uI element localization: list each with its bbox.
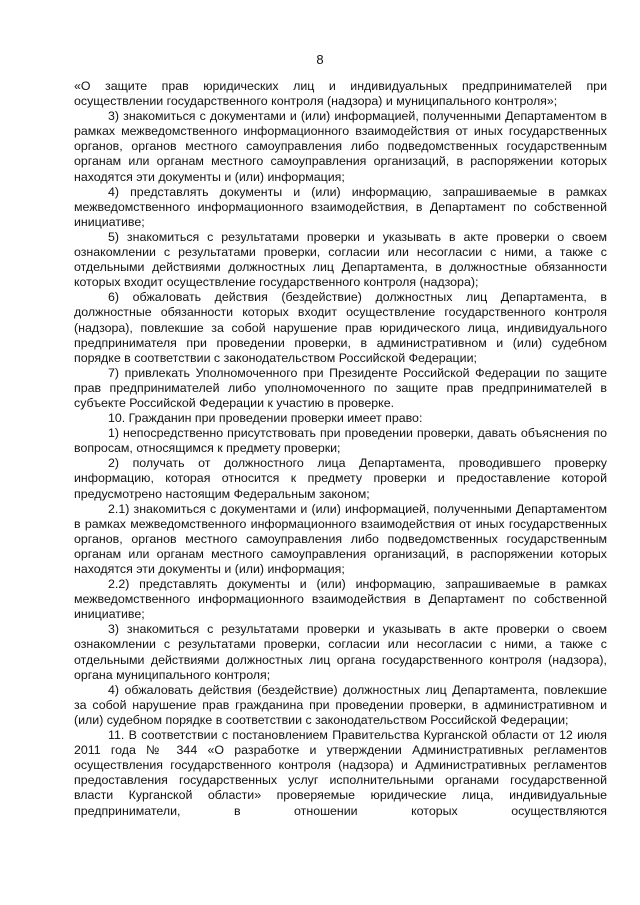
paragraph-continuation: «О защите прав юридических лиц и индивидуальных предпринимателей при осуществлении государственного контроля (надзора) и муниципального контроля»; bbox=[74, 79, 607, 109]
paragraph-item-7: 7) привлекать Уполномоченного при Президенте Российской Федерации по защите прав предпринимателей либо уполномоченного по защите прав предпринимателей в субъекте Российской Федерации к участию в проверке. bbox=[74, 365, 607, 410]
paragraph-citizen-2-1: 2.1) знакомиться с документами и (или) информацией, полученными Департаментом в рамках межведомственного информационного взаимодействия от иных государственных органов, органов местного самоуправления либо подведомственных государственным органам или органам местного самоуправления организаций, в распоряжении которых находятся эти документы и (или) информация; bbox=[74, 501, 607, 576]
paragraph-item-4: 4) представлять документы и (или) информацию, запрашиваемые в рамках межведомственного информационного взаимодействия, в Департамент по собственной инициативе; bbox=[74, 184, 607, 229]
paragraph-citizen-1: 1) непосредственно присутствовать при проведении проверки, давать объяснения по вопросам, относящимся к предмету проверки; bbox=[74, 426, 607, 456]
document-body bbox=[74, 79, 607, 819]
paragraph-citizen-2: 2) получать от должностного лица Департамента, проводившего проверку информацию, которая относится к предмету проверки и предоставление которой предусмотрено настоящим Федеральным законом; bbox=[74, 456, 607, 501]
paragraph-citizen-3: 3) знакомиться с результатами проверки и указывать в акте проверки о своем ознакомлении с результатами проверки, согласии или несогласии с ними, а также с отдельными действиями должностных лиц органа государственного контроля (надзора), органа муниципального контроля; bbox=[74, 622, 607, 682]
section-11-paragraph: 11. В соответствии с постановлением Правительства Курганской области от 12 июля 2011 года № 344 «О разработке и утверждении Административных регламентов осуществления государственного контроля (надзора) и Административных регламентов предоставления государственных услуг исполнительными органами государственной власти Курганской области» проверяемые юридические лица, индивидуальные предприниматели, в отношении которых осуществляются bbox=[74, 728, 607, 818]
paragraph-item-3: 3) знакомиться с документами и (или) информацией, полученными Департаментом в рамках межведомственного информационного взаимодействия от иных государственных органов, органов местного самоуправления либо подведомственных государственным органам или органам местного самоуправления организаций, в распоряжении которых находятся эти документы и (или) информация; bbox=[74, 109, 607, 184]
paragraph-item-5: 5) знакомиться с результатами проверки и указывать в акте проверки о своем ознакомлении с результатами проверки, согласии или несогласии с ними, а также с отдельными действиями должностных лиц Департамента, в должностные обязанности которых входит осуществление государственного контроля (надзора); bbox=[74, 229, 607, 290]
page-number: 8 bbox=[316, 52, 324, 67]
paragraph-citizen-2-2: 2.2) представлять документы и (или) информацию, запрашиваемые в рамках межведомственного информационного взаимодействия в Департамент по собственной инициативе; bbox=[74, 577, 607, 622]
section-10-heading: 10. Гражданин при проведении проверки имеет право: bbox=[108, 411, 423, 426]
paragraph-citizen-4: 4) обжаловать действия (бездействие) должностных лиц Департамента, повлекшие за собой нарушение прав гражданина при проведении проверки, в административном и (или) судебном порядке в соответствии с законодательством Российской Федерации; bbox=[74, 682, 607, 727]
paragraph-item-6: 6) обжаловать действия (бездействие) должностных лиц Департамента, в должностные обязанности которых входит осуществление государственного контроля (надзора), повлекшие за собой нарушение прав юридического лица, индивидуального предпринимателя при проведении проверки, в административном и (или) судебном порядке в соответствии с законодательством Российской Федерации; bbox=[74, 290, 607, 365]
